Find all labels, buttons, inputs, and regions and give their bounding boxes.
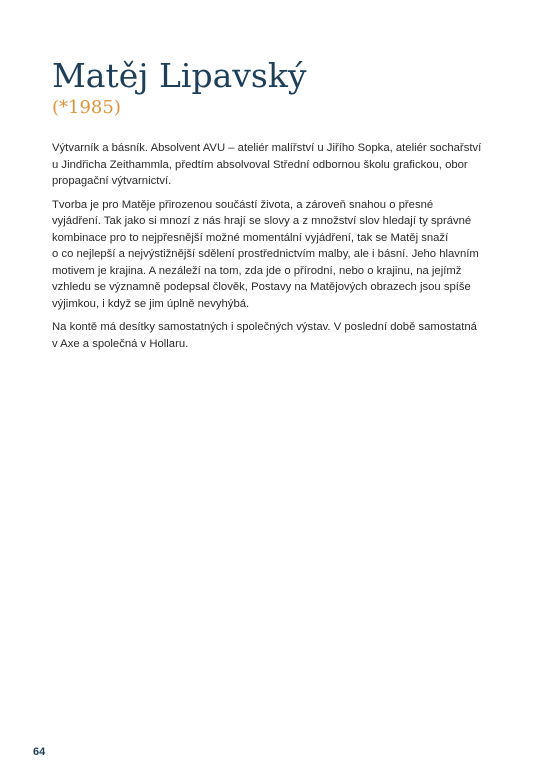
text-line: motivem je krajina. A nezáleží na tom, zda jde o přírodní, nebo o krajinu, na jejímž (52, 264, 462, 277)
biography-text (52, 140, 502, 359)
text-line: propagační výtvarnictví. (52, 175, 172, 187)
paragraph-work (52, 197, 502, 313)
artist-name: Matěj Lipavský (52, 56, 307, 95)
page-number: 64 (33, 746, 46, 758)
text-line: vzhledu se významně podepsal člověk, Postavy na Matějových obrazech jsou spíše (52, 281, 471, 293)
paragraph-education (52, 140, 502, 190)
text-line: Výtvarník a básník. Absolvent AVU – ateliér malířství u Jiřího Sopka, ateliér sochařství (52, 142, 482, 154)
text-line: v Axe a společná v Hollaru. (52, 337, 189, 350)
text-line: u Jindřicha Zeithammla, předtím absolvoval Střední odbornou školu grafickou, obor (52, 158, 468, 171)
paragraph-exhibitions (52, 319, 502, 352)
text-line: Na kontě má desítky samostatných i společných výstav. V poslední době samostatná (52, 321, 477, 333)
text-line: vyjádření. Tak jako si mnozí z nás hrají se slovy a z množství slov hledají ty správné (52, 215, 472, 227)
birth-year: (*1985) (52, 97, 121, 118)
text-line: výjimkou, i když se jim úplně nevyhýbá. (52, 297, 250, 310)
text-line: o co nejlepší a nejvýstižnější sdělení prostřednictvím malby, ale i básní. Jeho hlavním (52, 248, 479, 260)
text-line: kombinace pro to nejpřesnější možné momentální vyjádření, tak se Matěj snaží (52, 231, 449, 244)
text-line: Tvorba je pro Matěje přirozenou součástí života, a zároveň snahou o přesné (52, 198, 434, 211)
